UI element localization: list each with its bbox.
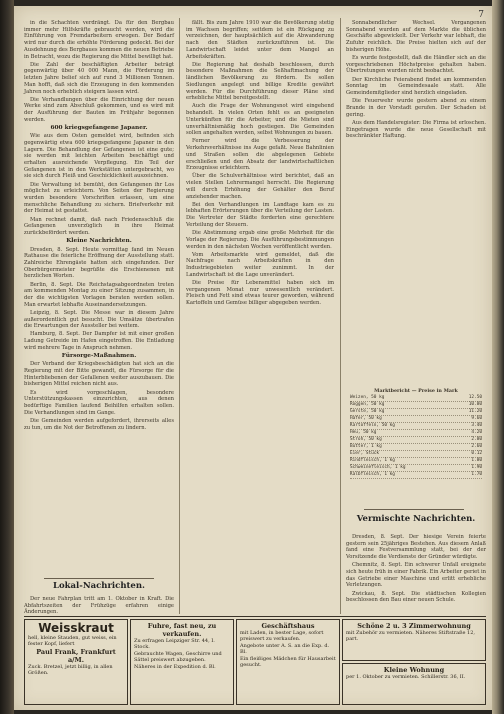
ad-text: Paul Frank, Frankfurt a/M. — [36, 647, 116, 664]
section-divider — [364, 509, 464, 510]
market-row-value: 10.80 — [468, 402, 482, 407]
market-row-value: 1.70 — [471, 472, 482, 477]
market-row-label: Eier, Stück — [350, 451, 380, 456]
ad-title: Weisskraut — [38, 621, 114, 635]
market-row-value: 11.20 — [468, 409, 482, 414]
market-row — [350, 465, 482, 472]
market-row-label: Roggen, 50 kg — [350, 402, 385, 407]
market-row-value: 1.80 — [471, 458, 482, 463]
market-row — [350, 402, 482, 409]
article-paragraph: Dresden, 8. Sept. Heute vormittag fand im Neuen Rathause die feierliche Eröffnung der Ausstellung statt. Zahlreiche Ehrengäste hatten sich eingefunden. Der Oberbürgermeister begrüßte die Erschienenen mit herzlichen Worten. — [24, 246, 174, 280]
advertisement-wohnung — [342, 619, 486, 661]
market-row-label: Stroh, 50 kg — [350, 437, 382, 442]
article-paragraph: Die Preise für Lebensmittel haben sich im vergangenen Monat nur unwesentlich verändert. Fleisch und Fett sind etwas teurer geworden, während Kartoffeln und Gemüse billiger abgegeben werden. — [186, 280, 334, 307]
market-report-table — [350, 388, 482, 479]
ad-text: mit Zubehör zu vermieten. Näheres Stiftstraße 12, part. — [346, 630, 476, 643]
market-row-value: 2.80 — [471, 437, 482, 442]
market-row-label: Rindfleisch, 1 kg — [350, 458, 395, 463]
page-number: 7 — [478, 10, 484, 20]
lokal-text — [24, 596, 174, 616]
market-row-label: Schweinefleisch, 1 kg — [350, 465, 406, 470]
market-row — [350, 437, 482, 444]
book-spine — [0, 0, 14, 714]
market-row — [350, 423, 482, 430]
market-row-value: 2.60 — [471, 444, 482, 449]
article-paragraph: Hamburg, 8. Sept. Der Dampfer ist mit einer großen Ladung Getreide im Hafen eingetroffen. Die Entladung wird mehrere Tage in Anspruch nehmen. — [24, 331, 174, 351]
article-paragraph: Der neue Fahrplan tritt am 1. Oktober in Kraft. Die Abfahrtszeiten der Frühzüge erfahren einige Änderungen. — [24, 596, 174, 616]
market-row — [350, 416, 482, 423]
newspaper-page — [14, 6, 492, 710]
ad-text: Gebrauchte Wagen, Geschirre und Sättel preiswert abzugeben. — [134, 650, 222, 664]
article-paragraph: Auch die Frage der Wohnungsnot wird eingehend behandelt. In vielen Orten fehlt es an geeigneten Unterkünften für die Arbeiter, und die Mieten sind unverhältnismäßig hoch gestiegen. Die Gemeinden sollen angehalten werden, selbst Wohnungen zu bauen. — [186, 103, 334, 137]
article-paragraph: Zwickau, 8. Sept. Die städtischen Kollegien beschlossen den Bau einer neuen Schule. — [346, 590, 486, 604]
market-row-value: 4.20 — [471, 430, 482, 435]
column-1 — [24, 20, 174, 580]
article-paragraph: Man rechnet damit, daß nach Friedensschluß die Gefangenen unverzüglich in ihre Heimat zurückbefördert werden. — [24, 216, 174, 237]
article-paragraph: Bei den Verhandlungen im Landtage kam es zu lebhaften Erörterungen über die Verteilung der Lasten. Die Vertreter der Städte forderten eine gerechtere Verteilung der Steuern. — [186, 201, 334, 228]
section-divider — [44, 578, 154, 579]
article-paragraph: Es wird vorgeschlagen, besondere Unterstützungskassen einzurichten, aus denen bedürftige Familien laufend Beihilfen erhalten sollen. Die Verhandlungen sind im Gange. — [24, 389, 174, 416]
article-heading: Fürsorge-Maßnahmen. — [61, 353, 137, 360]
advertisement-kleine-wohnung — [342, 663, 486, 705]
market-row-value: 0.12 — [471, 451, 482, 456]
market-row-value: 1.90 — [471, 465, 482, 470]
market-row-label: Butter, 1 kg — [350, 444, 382, 449]
article-paragraph: Sonnabendlicher Wechsel. Vergangenen Sonnabend wurden auf dem Markte die üblichen Geschäfte abgewickelt. Der Verkehr war lebhaft, die Zufuhr reichlich. Die Preise hielten sich auf der bisherigen Höhe. — [346, 20, 486, 53]
market-report-heading: Marktbericht — Preise in Mark — [374, 388, 458, 394]
ad-title: Geschäftshaus — [261, 622, 315, 630]
article-paragraph: Es wurde festgestellt, daß die Händler sich an die vorgeschriebenen Höchstpreise gehalten haben. Übertretungen wurden nicht beobachtet. — [346, 55, 486, 75]
article-paragraph: Der Kirchliche Feierabend findet am kommenden Sonntag im Gemeindesaale statt. Alle Gemeindemitglieder sind herzlich eingeladen. — [346, 76, 486, 97]
ad-text: Angebote unter A. S. an die Exp. d. Bl. — [240, 642, 330, 656]
article-paragraph: Über die Schulverhältnisse wird berichtet, daß an vielen Stellen Lehrermangel herrscht. Die Regierung will durch Erhöhung der Gehälter den Beruf anziehender machen. — [186, 173, 334, 200]
article-paragraph: Die Feuerwehr wurde gestern abend zu einem Brande in der Vorstadt gerufen. Der Schaden ist gering. — [346, 98, 486, 118]
page-edge — [492, 0, 504, 714]
section-title-vermischtes: Vermischte Nachrichten. — [356, 514, 476, 524]
ad-text: Ein fleißiges Mädchen für Hausarbeit gesucht. — [240, 655, 336, 669]
market-row-value: 9.60 — [471, 416, 482, 421]
market-row-label: Kalbfleisch, 1 kg — [350, 472, 395, 477]
market-row-label: Kartoffeln, 50 kg — [350, 423, 395, 428]
article-paragraph: Berlin, 8. Sept. Die Reichstagsabgeordneten treten am kommenden Montag zu einer Sitzung zusammen, in der die wichtigsten Vorlagen beraten werden sollen. Man erwartet lebhafte Auseinandersetzungen. — [24, 281, 174, 308]
article-paragraph: Chemnitz, 8. Sept. Ein schwerer Unfall ereignete sich heute früh in einer Fabrik. Ein Arbeiter geriet in das Getriebe einer Maschine und erlitt erhebliche Verletzungen. — [346, 562, 486, 589]
market-row-label: Gerste, 50 kg — [350, 409, 385, 414]
article-paragraph: Vom Arbeitsmarkte wird gemeldet, daß die Nachfrage nach Arbeitskräften in den Industriegebieten weiter zunimmt. In der Landwirtschaft ist die Lage unverändert. — [186, 251, 334, 278]
advertisement-fuhre — [130, 619, 234, 705]
market-row — [350, 472, 482, 479]
article-paragraph: Wie aus dem Osten gemeldet wird, befinden sich gegenwärtig etwa 600 kriegsgefangene Japaner in den Lagern. Die Behandlung der Gefangenen ist eine gute; sie werden mit leichten Arbeiten beschäftigt und erhalten ausreichende Verpflegung. Ein Teil der Gefangenen ist in den Werkstätten untergebracht, wo sie sich durch Fleiß und Geschicklichkeit auszeichnen. — [24, 133, 174, 180]
article-heading: 600 kriegsgefangene Japaner. — [50, 125, 148, 132]
ad-text: Näheres in der Expedition d. Bl. — [134, 663, 216, 670]
advertisement-divider — [24, 616, 486, 617]
ad-text: per 1. Oktober zu vermieten. Schillerstr. 36, II. — [346, 674, 466, 680]
market-row — [350, 409, 482, 416]
ad-text: Zuck. Bretzel, jetzt billig, in allen Größen. — [28, 663, 113, 677]
article-paragraph: Die Verhandlungen über die Einrichtung der neuen Werke sind zum Abschluß gekommen, und es wird mit der Ausführung der Bauten im Frühjahr begonnen werden. — [24, 96, 174, 123]
market-row-label: Weizen, 50 kg — [350, 395, 385, 400]
article-paragraph: fällt. Bis zum Jahre 1910 war die Bevölkerung stetig im Wachsen begriffen; seitdem ist ein Rückgang zu verzeichnen, der hauptsächlich auf die Abwanderung nach den Städten zurückzuführen ist. Die Landwirtschaft leidet unter dem Mangel an Arbeitskräften. — [186, 20, 334, 60]
market-row-label: Heu, 50 kg — [350, 430, 377, 435]
market-row — [350, 395, 482, 402]
advertisement-geschaeftshaus — [236, 619, 340, 705]
advertisement-weisskraut — [24, 619, 128, 705]
article-heading: Kleine Nachrichten. — [66, 238, 132, 245]
article-paragraph: Dresden, 8. Sept. Der hiesige Verein feierte gestern sein 25jähriges Bestehen. Aus diesem Anlaß fand eine Festversammlung statt, bei der der Vorsitzende die Verdienste der Gründer würdigte. — [346, 534, 486, 561]
article-paragraph: Aus dem Handelsregister: Die Firma ist erloschen. Eingetragen wurde die neue Gesellschaft mit beschränkter Haftung. — [346, 119, 486, 140]
ad-title: Schöne 2 u. 3 Zimmerwohnung — [357, 622, 471, 630]
article-paragraph: Die Abstimmung ergab eine große Mehrheit für die Vorlage der Regierung. Die Ausführungsbestimmungen werden in den nächsten Wochen veröffentlicht werden. — [186, 230, 334, 250]
market-row — [350, 444, 482, 451]
article-paragraph: Die Gemeinden werden aufgefordert, ihrerseits alles zu tun, um die Not der Betroffenen zu lindern. — [24, 417, 174, 431]
column-rule — [179, 18, 180, 614]
market-row — [350, 458, 482, 465]
column-2 — [186, 20, 334, 614]
ad-text: mit Laden, in bester Lage, sofort preiswert zu verkaufen. — [240, 630, 324, 643]
ad-title: Kleine Wohnung — [383, 666, 445, 674]
market-row-label: Hafer, 50 kg — [350, 416, 382, 421]
article-paragraph: Die Regierung hat deshalb beschlossen, durch besondere Maßnahmen die Seßhaftmachung der ländlichen Bevölkerung zu fördern. Es sollen Siedlungen angelegt und billige Kredite gewährt werden. Für die Durchführung dieser Pläne sind erhebliche Mittel bereitgestellt. — [186, 61, 334, 102]
section-title-lokal: Lokal-Nachrichten. — [53, 581, 145, 591]
market-row-value: 12.50 — [468, 395, 482, 400]
ad-text: hell, kleine Stauden, gut weiss, ein fester Kopf, liefert — [28, 635, 117, 648]
article-paragraph: in die Schachten verdrängt. Da für den Bergbau immer mehr Hilfskräfte gebraucht werden, wird die Einführung von Fremdarbeitern erwogen. Der Bedarf wird nur durch die erhöhte Förderung gedeckt. Bei der Ausdehnung des Bergbaues kommen die neuen Betriebe in Betracht, wozu die Regierung die Mittel bewilligt hat. — [24, 20, 174, 60]
article-paragraph: Die Verwaltung ist bemüht, den Gefangenen ihr Los möglichst zu erleichtern. Von Seiten der Regierung wurden besondere Vorschriften erlassen, um eine menschliche Behandlung zu sichern. Briefverkehr mit der Heimat ist gestattet. — [24, 181, 174, 215]
market-row — [350, 430, 482, 437]
article-paragraph: Ferner wird die Verbesserung der Verkehrsverhältnisse ins Auge gefaßt. Neue Bahnlinien und Straßen sollen die abgelegenen Gebiete erschließen und den Absatz der landwirtschaftlichen Erzeugnisse erleichtern. — [186, 138, 334, 172]
ad-title: Fuhre, fast neu, zu verkaufen. — [147, 622, 217, 638]
market-row — [350, 451, 482, 458]
column-3 — [346, 20, 486, 390]
ad-text: Zu erfragen Leipziger Str. 44, I. Stock. — [134, 638, 215, 651]
market-row-value: 3.40 — [471, 423, 482, 428]
article-paragraph: Der Verband der Kriegsbeschädigten hat sich an die Regierung mit der Bitte gewandt, die Fürsorge für die Hinterbliebenen der Gefallenen weiter auszubauen. Die bisherigen Mittel reichen nicht aus. — [24, 361, 174, 388]
article-paragraph: Leipzig, 8. Sept. Die Messe war in diesem Jahre außerordentlich gut besucht. Die Umsätze übertrafen die Erwartungen der Aussteller bei weitem. — [24, 309, 174, 330]
article-paragraph: Die Zahl der beschäftigten Arbeiter beträgt gegenwärtig über 40 000 Mann, die Förderung im letzten Jahre belief sich auf rund 3 Millionen Tonnen. Man hofft, daß sich die Erzeugung in den kommenden Jahren noch erheblich steigern lassen wird. — [24, 61, 174, 95]
column-rule — [340, 18, 341, 614]
